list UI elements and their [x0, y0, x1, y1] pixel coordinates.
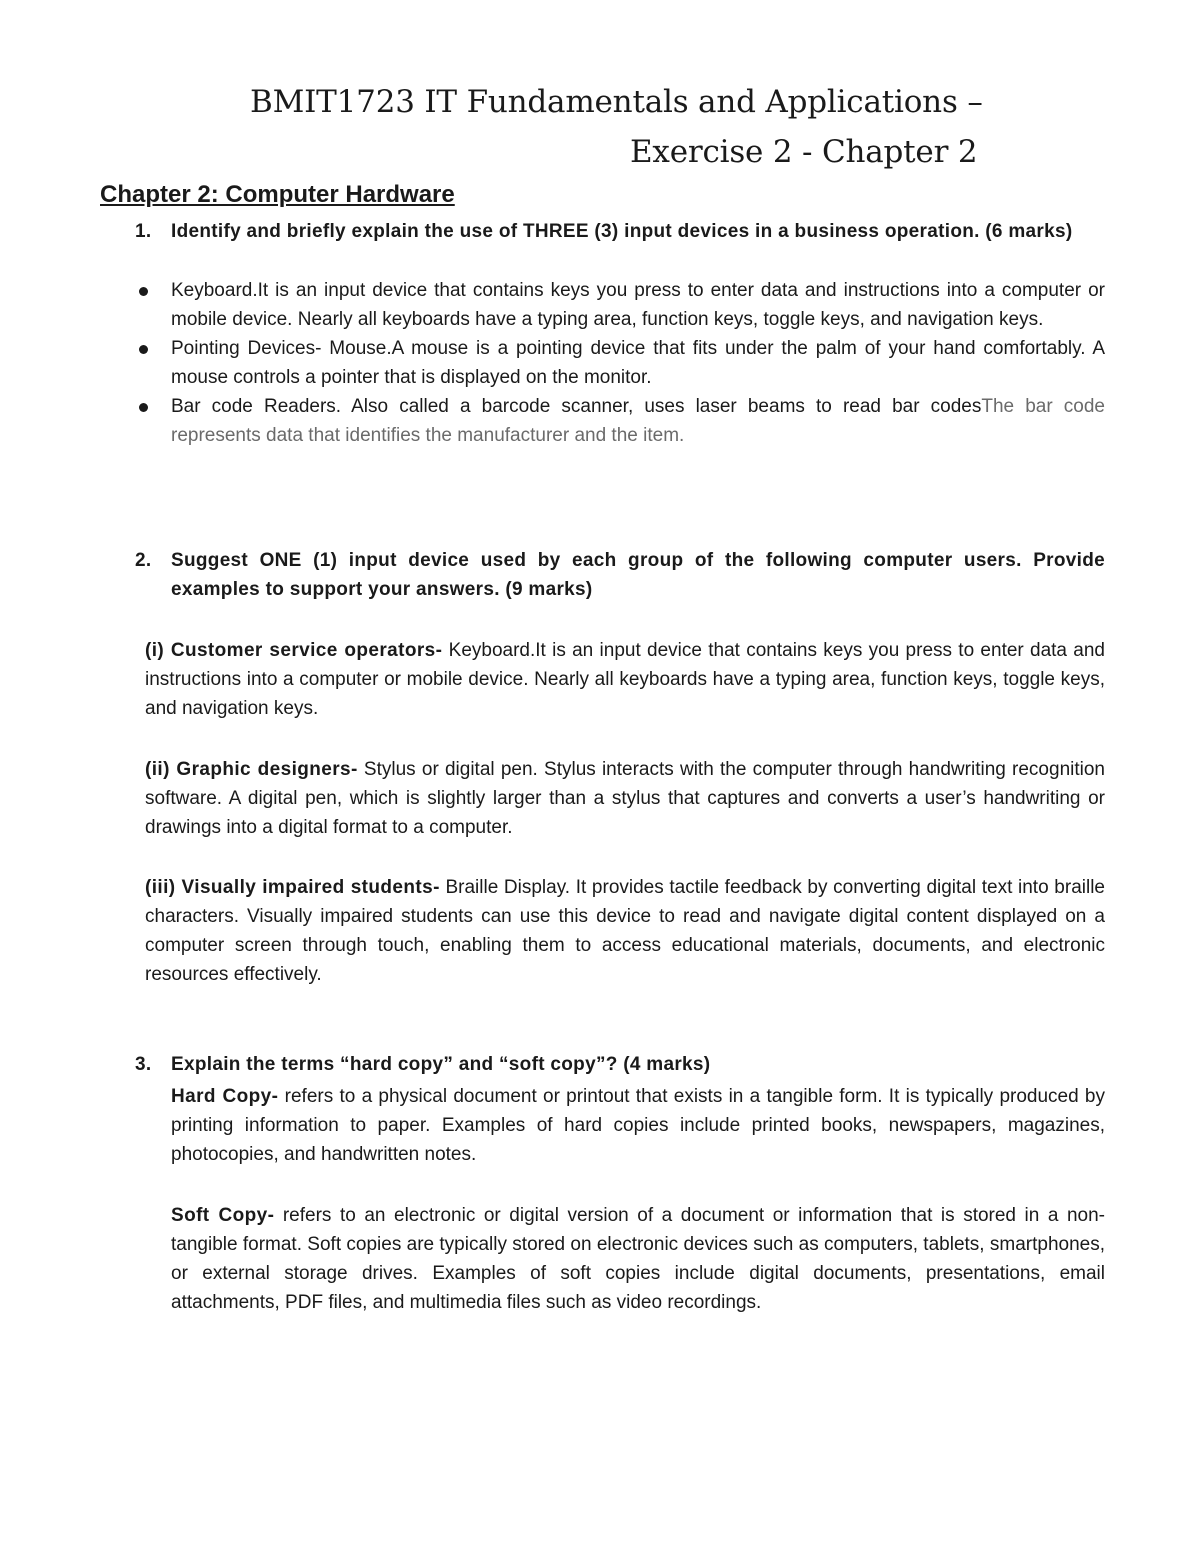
- question-1: [135, 217, 1105, 246]
- answer-text: Stylus or digital pen. Stylus interacts with the computer through handwriting recognition software. A digital pen, which is slightly larger than a stylus that captures and converts a user’s handwriting or drawings into a digital format to a computer.: [145, 759, 1105, 838]
- answer-text: refers to an electronic or digital version of a document or information that is stored in a non-tangible format. Soft copies are typically stored on electronic devices such as computers, tablets, smartphones, or external storage drives. Examples of soft copies include digital documents, presentations, email attachments, PDF files, and multimedia files such as video recordings.: [171, 1205, 1105, 1313]
- answer-text: Braille Display. It provides tactile feedback by converting digital text into braille characters. Visually impaired students can use this device to read and navigate digital content displayed on a computer screen through touch, enabling them to access educational materials, documents, and electronic resources effectively.: [145, 877, 1105, 985]
- question-2-number: 2.: [135, 550, 152, 571]
- answer-label: Soft Copy-: [171, 1205, 275, 1226]
- list-item: [135, 276, 1105, 334]
- question-3-text: Explain the terms “hard copy” and “soft copy”? (4 marks): [171, 1054, 711, 1075]
- list-item: [135, 392, 1105, 450]
- question-1-answer-list: [135, 276, 1105, 450]
- answer-label: (ii) Graphic designers-: [145, 759, 358, 780]
- answer-label: (i) Customer service operators-: [145, 640, 443, 661]
- bullet-icon: [139, 287, 148, 296]
- question-1-text: Identify and briefly explain the use of THREE (3) input devices in a business operation. (6 marks): [171, 221, 1073, 242]
- document-title-line2: Exercise 2 - Chapter 2: [630, 134, 978, 170]
- answer-label: (iii) Visually impaired students-: [145, 877, 440, 898]
- list-item: [135, 334, 1105, 392]
- answer-hard-copy: [171, 1082, 1105, 1169]
- list-item-text-muted: The bar code represents data that identifies the manufacturer and the item.: [171, 396, 1105, 446]
- answer-graphic-designers: [145, 755, 1105, 842]
- question-2: [135, 546, 1105, 604]
- answer-text: refers to a physical document or printout that exists in a tangible form. It is typically produced by printing information to paper. Examples of hard copies include printed books, newspapers, magazines, photocopies, and handwritten notes.: [171, 1086, 1105, 1165]
- answer-label: Hard Copy-: [171, 1086, 279, 1107]
- question-3-number: 3.: [135, 1054, 152, 1075]
- chapter-heading: Chapter 2: Computer Hardware: [100, 181, 455, 208]
- list-item-text: Keyboard.It is an input device that contains keys you press to enter data and instructions into a computer or mobile device. Nearly all keyboards have a typing area, function keys, toggle keys, and navigation keys.: [171, 280, 1105, 330]
- bullet-icon: [139, 403, 148, 412]
- answer-soft-copy: [171, 1201, 1105, 1317]
- list-item-text: Bar code Readers. Also called a barcode scanner, uses laser beams to read bar codes: [171, 396, 982, 417]
- question-3: [135, 1050, 1105, 1079]
- question-2-text: Suggest ONE (1) input device used by each group of the following computer users. Provide examples to support your answers. (9 marks): [171, 550, 1105, 600]
- question-1-number: 1.: [135, 221, 152, 242]
- bullet-icon: [139, 345, 148, 354]
- answer-customer-service-operators: [145, 636, 1105, 723]
- list-item-text: Pointing Devices- Mouse.A mouse is a pointing device that fits under the palm of your hand comfortably. A mouse controls a pointer that is displayed on the monitor.: [171, 338, 1105, 388]
- document-title-line1: BMIT1723 IT Fundamentals and Applications –: [250, 84, 983, 120]
- answer-visually-impaired-students: [145, 873, 1105, 989]
- answer-text: Keyboard.It is an input device that contains keys you press to enter data and instructions into a computer or mobile device. Nearly all keyboards have a typing area, function keys, toggle keys, and navigation keys.: [145, 640, 1105, 719]
